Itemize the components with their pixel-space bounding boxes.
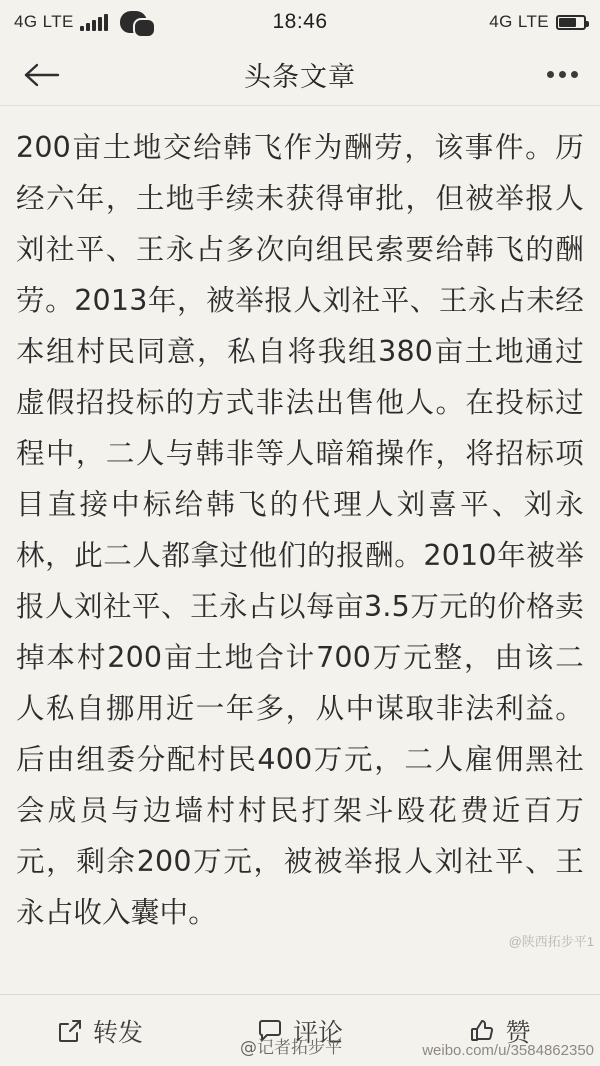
nav-bar <box>0 44 600 106</box>
carrier-right-label: 4G LTE <box>489 12 549 31</box>
page-title: 头条文章 <box>244 62 356 93</box>
share-icon <box>57 1018 83 1044</box>
watermark-author: @记者拓步平 <box>240 1038 342 1058</box>
like-icon <box>469 1018 495 1044</box>
comment-label: 评论 <box>292 1017 343 1047</box>
comment-icon <box>257 1018 283 1044</box>
more-dots-icon[interactable] <box>547 71 578 78</box>
comment-button[interactable] <box>200 995 400 1066</box>
battery-icon <box>556 15 586 30</box>
article-body-text: 200亩土地交给韩飞作为酬劳，该事件。历经六年，土地手续未获得审批，但被举报人刘社平、王永占多次向组民索要给韩飞的酬劳。2013年，被举报人刘社平、王永占未经本组村民同意，私自将我组380亩土地通过虚假招投标的方式非法出售他人。在投标过程中，二人与韩非等人暗箱操作，将招标项目直接中标给韩飞的代理人刘喜平、刘永林，此二人都拿过他们的报酬。2010年被举报人刘社平、王永占以每亩3.5万元的价格卖掉本村200亩土地合计700万元整，由该二人私自挪用近一年多，从中谋取非法利益。后由组委分配村民400万元，二人雇佣黑社会成员与边墙村村民打架斗殴花费近百万元，剩余200万元，被被举报人刘社平、王永占收入囊中。 <box>16 131 584 929</box>
bottom-action-bar <box>0 994 600 1066</box>
share-button[interactable] <box>0 995 200 1066</box>
watermark-weibo-handle: @陕西拓步平1 <box>508 934 594 949</box>
status-bar <box>0 0 600 44</box>
carrier-label: 4G LTE <box>14 12 74 31</box>
status-bar-clock: 18:46 <box>272 10 328 33</box>
like-button[interactable] <box>400 995 600 1066</box>
share-label: 转发 <box>92 1017 143 1047</box>
watermark-weibo-link: weibo.com/u/3584862350 <box>422 1042 594 1059</box>
like-label: 赞 <box>505 1017 531 1047</box>
article-content[interactable] <box>0 106 600 994</box>
